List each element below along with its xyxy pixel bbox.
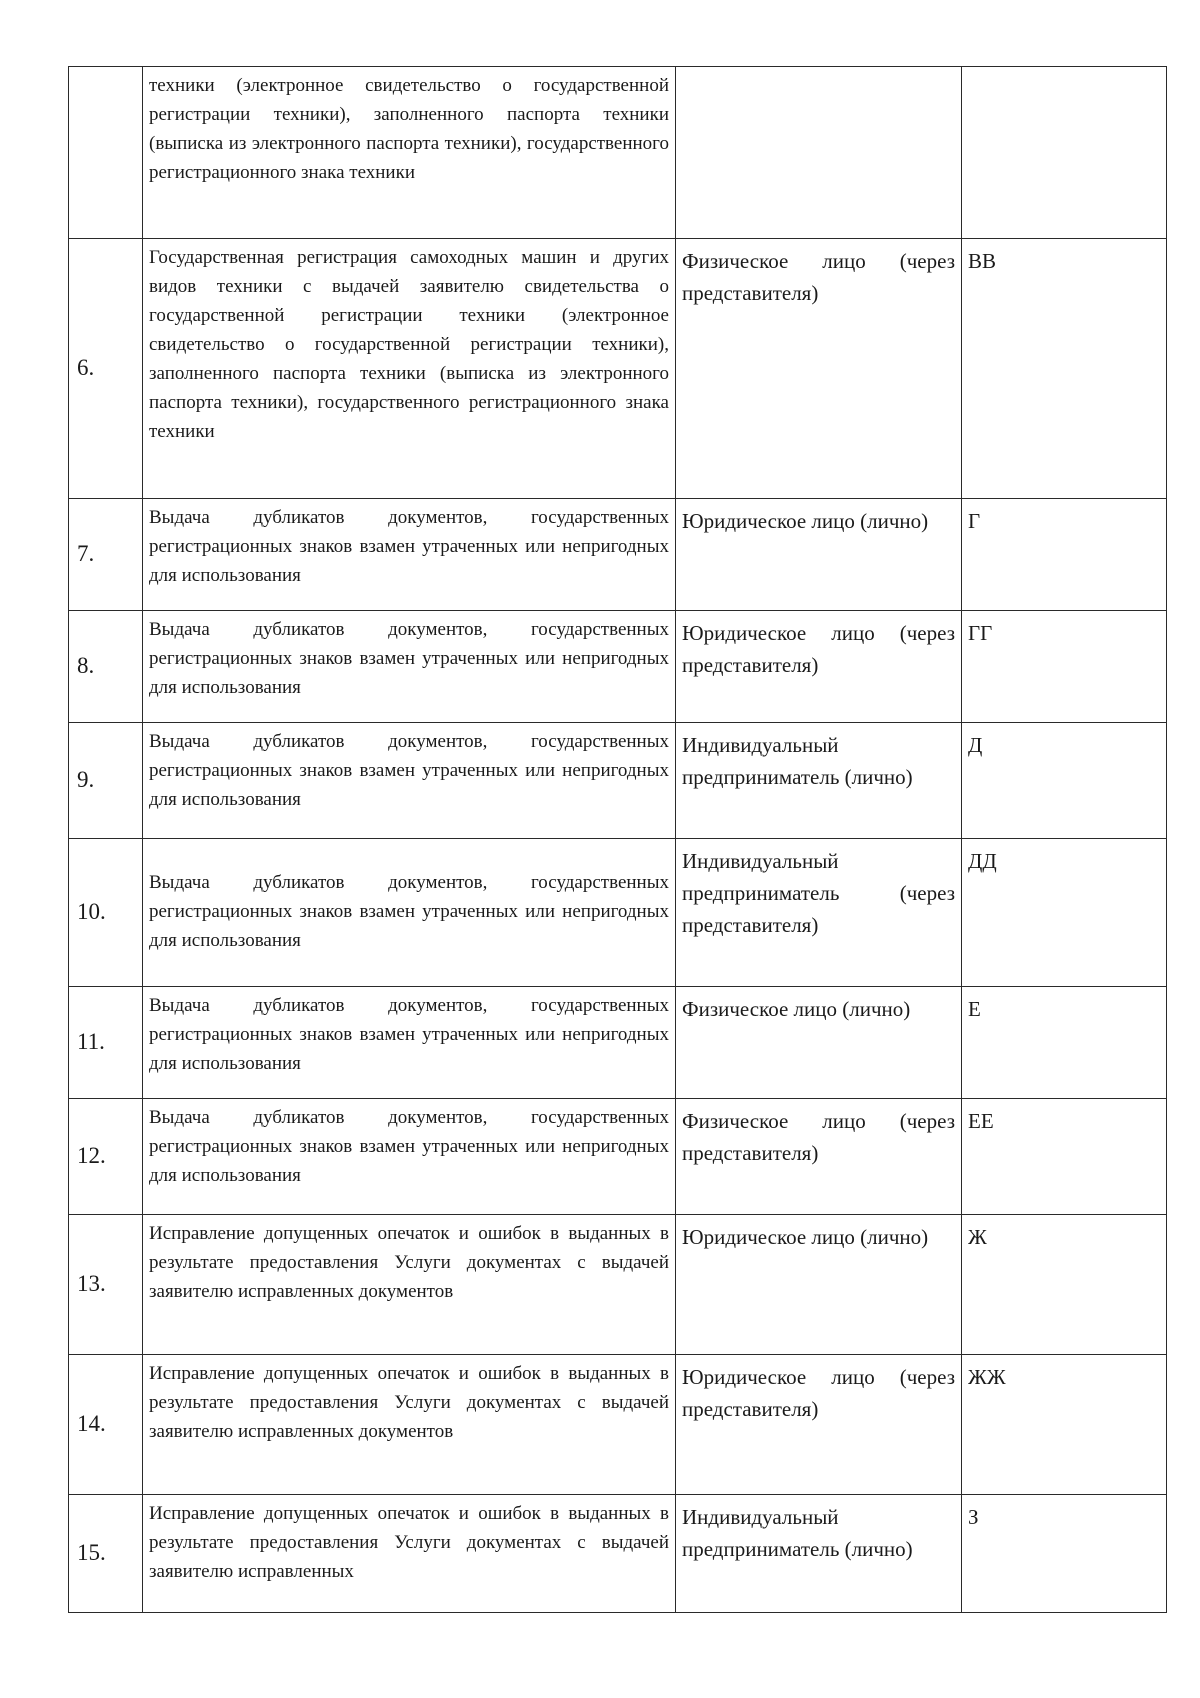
variant-code	[962, 67, 1167, 239]
applicant-type: Юридическое лицо (через представителя)	[676, 611, 962, 723]
table-row	[69, 67, 1167, 239]
table-row	[69, 1495, 1167, 1613]
variant-code: З	[962, 1495, 1167, 1613]
service-description: Исправление допущенных опечаток и ошибок в выданных в результате предоставления Услуги документах с выдачей заявителю исправленных	[143, 1495, 676, 1613]
table-row	[69, 839, 1167, 987]
row-number: 12.	[69, 1099, 143, 1215]
variant-code: Д	[962, 723, 1167, 839]
row-number: 8.	[69, 611, 143, 723]
table-row	[69, 1099, 1167, 1215]
service-description: Выдача дубликатов документов, государственных регистрационных знаков взамен утраченных или непригодных для использования	[143, 987, 676, 1099]
applicant-type: Индивидуальный предприниматель (через представителя)	[676, 839, 962, 987]
row-number: 13.	[69, 1215, 143, 1355]
row-number: 11.	[69, 987, 143, 1099]
variant-code: ГГ	[962, 611, 1167, 723]
row-number: 6.	[69, 239, 143, 499]
service-description: Выдача дубликатов документов, государственных регистрационных знаков взамен утраченных или непригодных для использования	[143, 839, 676, 987]
service-description: Выдача дубликатов документов, государственных регистрационных знаков взамен утраченных или непригодных для использования	[143, 1099, 676, 1215]
row-number: 10.	[69, 839, 143, 987]
service-description: техники (электронное свидетельство о государственной регистрации техники), заполненного паспорта техники (выписка из электронного паспорта техники), государственного регистрационного знака техники	[143, 67, 676, 239]
table-row	[69, 1215, 1167, 1355]
variant-code: ЖЖ	[962, 1355, 1167, 1495]
row-number	[69, 67, 143, 239]
service-description: Выдача дубликатов документов, государственных регистрационных знаков взамен утраченных или непригодных для использования	[143, 499, 676, 611]
table-row	[69, 1355, 1167, 1495]
table-row	[69, 499, 1167, 611]
variant-code: ДД	[962, 839, 1167, 987]
table-row	[69, 987, 1167, 1099]
service-description: Выдача дубликатов документов, государственных регистрационных знаков взамен утраченных или непригодных для использования	[143, 611, 676, 723]
row-number: 9.	[69, 723, 143, 839]
table-row	[69, 723, 1167, 839]
services-table-body	[69, 67, 1167, 1613]
row-number: 15.	[69, 1495, 143, 1613]
variant-code: Е	[962, 987, 1167, 1099]
variant-code: Г	[962, 499, 1167, 611]
applicant-type: Индивидуальный предприниматель (лично)	[676, 723, 962, 839]
applicant-type: Юридическое лицо (лично)	[676, 499, 962, 611]
service-description: Выдача дубликатов документов, государственных регистрационных знаков взамен утраченных или непригодных для использования	[143, 723, 676, 839]
service-description: Исправление допущенных опечаток и ошибок в выданных в результате предоставления Услуги документах с выдачей заявителю исправленных документов	[143, 1215, 676, 1355]
applicant-type: Индивидуальный предприниматель (лично)	[676, 1495, 962, 1613]
table-row	[69, 239, 1167, 499]
applicant-type	[676, 67, 962, 239]
applicant-type: Физическое лицо (через представителя)	[676, 1099, 962, 1215]
applicant-type: Юридическое лицо (через представителя)	[676, 1355, 962, 1495]
table-row	[69, 611, 1167, 723]
applicant-type: Юридическое лицо (лично)	[676, 1215, 962, 1355]
variant-code: Ж	[962, 1215, 1167, 1355]
applicant-type: Физическое лицо (лично)	[676, 987, 962, 1099]
service-description: Государственная регистрация самоходных машин и других видов техники с выдачей заявителю свидетельства о государственной регистрации техники (электронное свидетельство о государственной регистрации техники), заполненного паспорта техники (выписка из электронного паспорта техники), государственного регистрационного знака техники	[143, 239, 676, 499]
variant-code: ВВ	[962, 239, 1167, 499]
row-number: 7.	[69, 499, 143, 611]
service-description: Исправление допущенных опечаток и ошибок в выданных в результате предоставления Услуги документах с выдачей заявителю исправленных документов	[143, 1355, 676, 1495]
services-table	[68, 66, 1167, 1613]
applicant-type: Физическое лицо (через представителя)	[676, 239, 962, 499]
variant-code: ЕЕ	[962, 1099, 1167, 1215]
row-number: 14.	[69, 1355, 143, 1495]
